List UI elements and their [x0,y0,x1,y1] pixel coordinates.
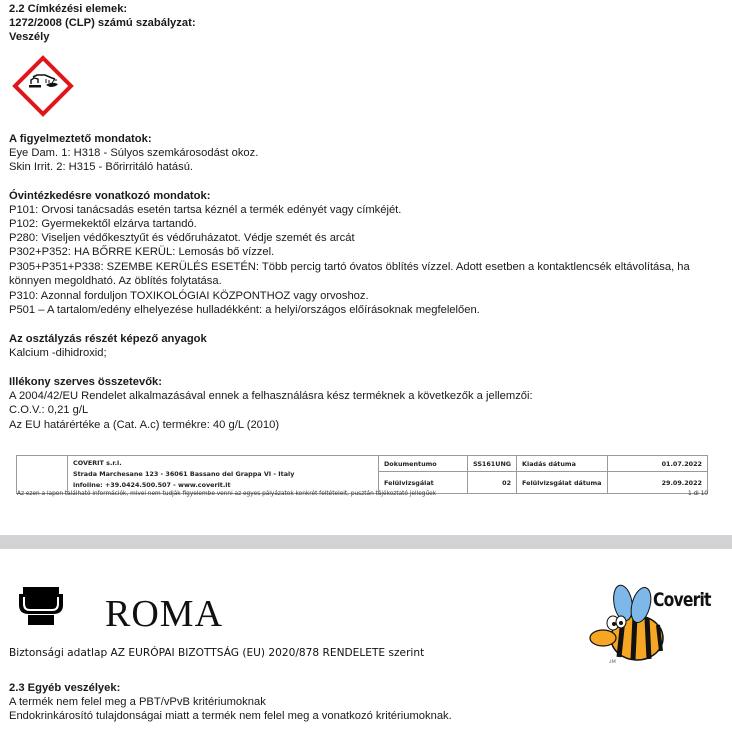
other-hazards-line: A termék nem felel meg a PBT/vPvB kritériumoknak [9,696,266,708]
revision-date-label: Felülvizsgálat dátuma [517,472,608,494]
sds-page-2 [0,549,732,739]
company-info-cell [68,456,379,494]
disclaimer-note: Az ezen a lapon található információk, mivel nem tudják figyelembe venni az egyes pályázatok konkrét feltételeit, pusztán tájékoztató jellegűek [17,491,437,497]
company-name: COVERIT s.r.l. [73,459,122,467]
revision-value: 02 [468,472,517,494]
other-hazards-line: Endokrinkárosító tulajdonságai miatt a termék nem felel meg a vonatkozó kritériumoknak. [9,710,452,722]
hazard-statement: Skin Irrit. 2: H315 - Bőrirritáló hatású. [9,161,194,173]
substances-heading: Az osztályzás részét képező anyagok [9,333,207,345]
revision-label: Felülvizsgálat [379,472,468,494]
page-number: 1 di 10 [687,491,708,497]
bucket-icon [17,587,65,625]
hazard-statement: Eye Dam. 1: H318 - Súlyos szemkárosodást okoz. [9,147,259,159]
precaution-statement: P501 – A tartalom/edény elhelyezése hulladékként: a helyi/országos előírásoknak megfelelően. [9,304,480,316]
sds-subtitle: Biztonsági adatlap AZ EURÓPAI BIZOTTSÁG (EU) 2020/878 RENDELETE szerint [9,647,425,659]
doc-label: Dokumentumo [379,456,468,472]
precaution-statement: P305+P351+P338: SZEMBE KERÜLÉS ESETÉN: Több percig tartó óvatos öblítés vízzel. Adott esetben a kontaktlencsék eltávolítása, ha könnyen megoldható. Az öblítés folytatása. [9,261,690,287]
svg-text:ᴊᴍ: ᴊᴍ [609,658,616,665]
issue-date-value: 01.07.2022 [608,456,708,472]
voc-line: Az EU határértéke a (Cat. A.c) termékre: 40 g/L (2010) [9,419,280,431]
voc-heading: Illékony szerves összetevők: [9,376,162,388]
precaution-statement: P101: Orvosi tanácsadás esetén tartsa kéznél a termék edényét vagy címkéjét. [9,204,402,216]
product-name [105,592,223,636]
precaution-heading: Óvintézkedésre vonatkozó mondatok: [9,190,211,202]
page-separator [0,535,732,549]
precaution-statement: P280: Viseljen védőkesztyűt és védőruházatot. Védje szemét és arcát [9,232,355,244]
substance-item: Kalcium -dihidroxid; [9,347,107,359]
other-hazards-heading: 2.3 Egyéb veszélyek: [9,682,121,694]
revision-date-value: 29.09.2022 [608,472,708,494]
precaution-statement: P102: Gyermekektől elzárva tartandó. [9,218,197,230]
signal-word: Veszély [9,31,50,43]
regulation-label: 1272/2008 (CLP) számú szabályzat: [9,17,196,29]
corrosion-pictogram-icon [12,55,74,117]
issue-date-label: Kiadás dátuma [517,456,608,472]
company-address: Strada Marchesane 123 - 36061 Bassano del Grappa VI - Italy [73,470,295,478]
voc-line: C.O.V.: 0,21 g/L [9,404,89,416]
brand-name: Coverit [653,589,711,611]
document-footer-table [16,455,708,494]
footer-logo-cell [17,456,68,494]
precaution-statement: P302+P352: HA BŐRRE KERÜL: Lemosás bő vízzel. [9,246,275,258]
precaution-statement: P310: Azonnal forduljon TOXIKOLÓGIAI KÖZPONTHOZ vagy orvoshoz. [9,290,369,302]
voc-line: A 2004/42/EU Rendelet alkalmazásával ennek a felhasználásra kész terméknek a következők a jellemzői: [9,390,533,402]
company-contact: infoline: +39.0424.500.507 - www.coverit.it [73,481,231,489]
doc-value: SS161UNG [468,456,517,472]
product-name-text: ROMA [105,593,224,635]
section-title: 2.2 Címkézési elemek: [9,3,128,15]
hazard-heading: A figyelmeztető mondatok: [9,133,152,145]
